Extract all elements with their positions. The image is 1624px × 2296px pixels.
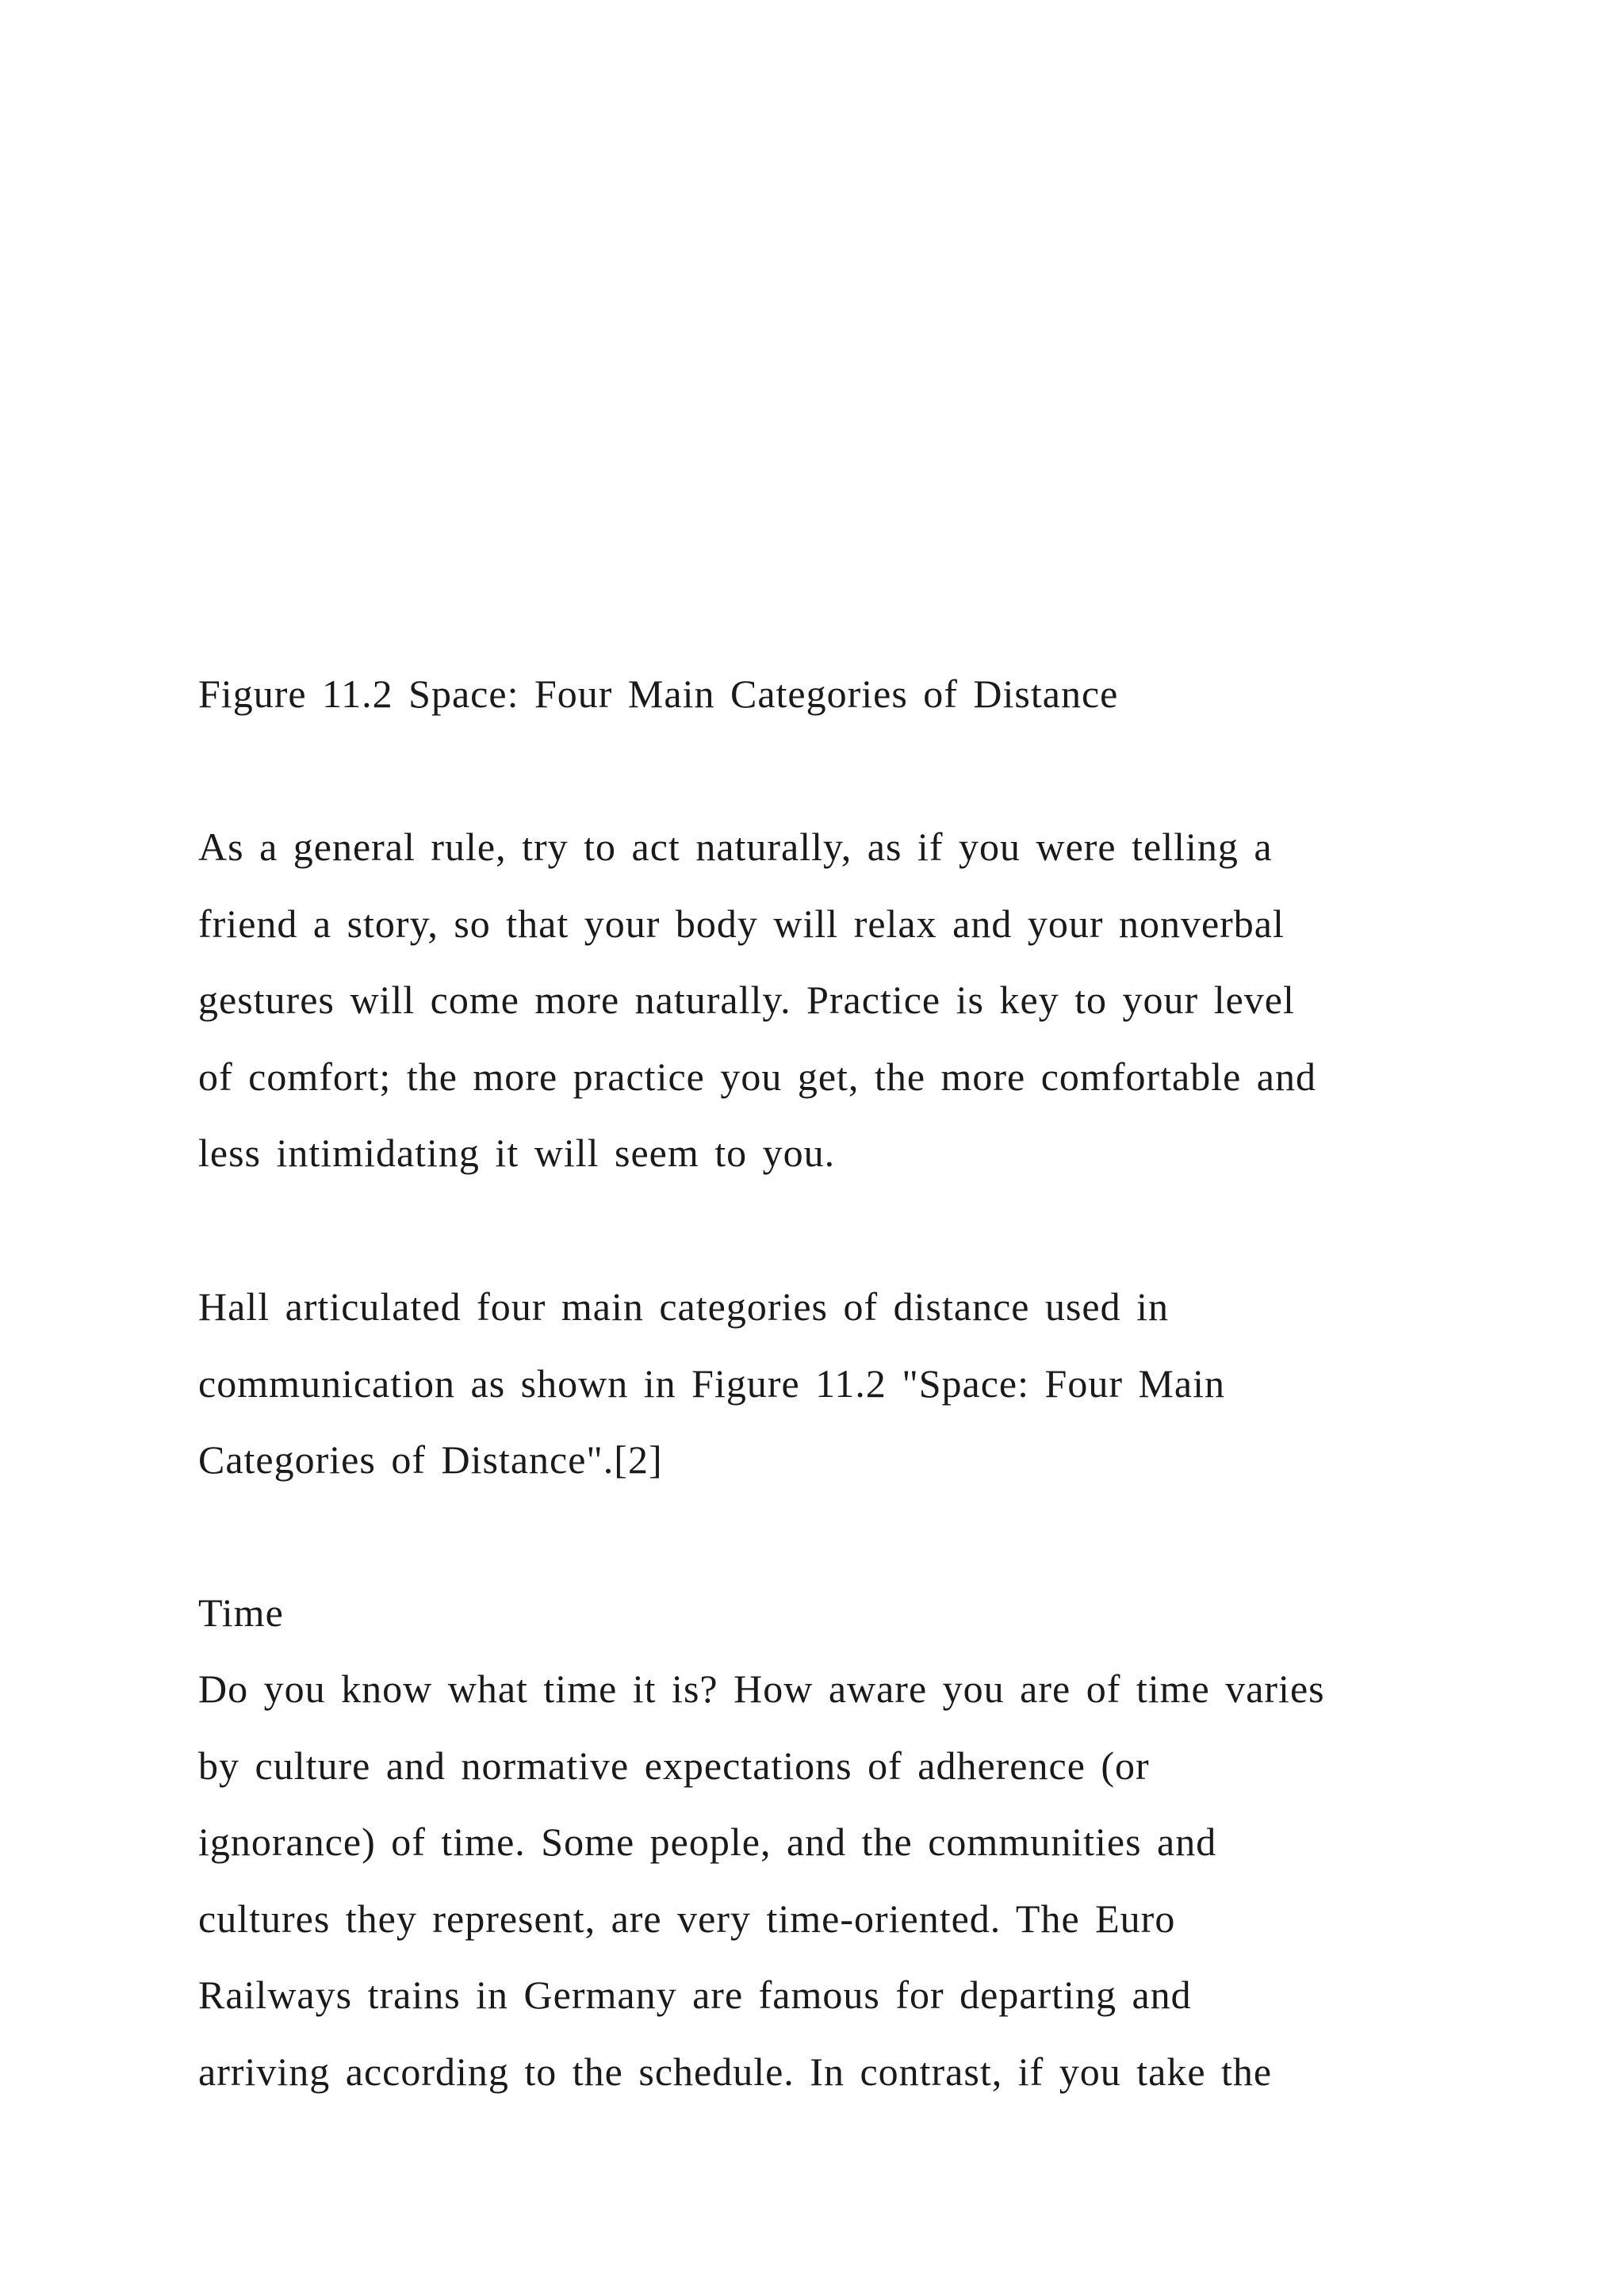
figure-caption	[198, 656, 1499, 733]
section-heading-time	[198, 1575, 1499, 1651]
paragraph-line: by culture and normative expectations of adherence (or	[198, 1743, 1150, 1788]
paragraph-line: less intimidating it will seem to you.	[198, 1131, 836, 1175]
paragraph-time-awareness	[198, 1651, 1499, 2110]
caption-line: Figure 11.2 Space: Four Main Categories of Distance	[198, 672, 1119, 716]
paragraph-line: communication as shown in Figure 11.2 "Space: Four Main	[198, 1360, 1226, 1406]
paragraph-line: Do you know what time it is? How aware you are of time varies	[198, 1667, 1325, 1711]
paragraph-line: Railways trains in Germany are famous for departing and	[198, 1973, 1192, 2017]
paragraph-line: As a general rule, try to act naturally, as if you were telling a	[198, 825, 1273, 869]
paragraph-line: ignorance) of time. Some people, and the communities and	[198, 1820, 1217, 1864]
paragraph-line: gestures will come more naturally. Practice is key to your level	[198, 978, 1295, 1022]
paragraph-line: Categories of Distance".[2]	[198, 1437, 663, 1482]
paragraph-line: arriving according to the schedule. In contrast, if you take the	[198, 2049, 1273, 2094]
paragraph-line: of comfort; the more practice you get, the more comfortable and	[198, 1054, 1316, 1099]
paragraph-line: cultures they represent, are very time-oriented. The Euro	[198, 1896, 1176, 1941]
paragraph-line: Hall articulated four main categories of distance used in	[198, 1284, 1170, 1329]
paragraph-nonverbal-practice	[198, 809, 1499, 1192]
heading-line: Time	[198, 1590, 284, 1635]
paragraph-line: friend a story, so that your body will relax and your nonverbal	[198, 901, 1285, 946]
paragraph-hall-distance	[198, 1269, 1499, 1498]
